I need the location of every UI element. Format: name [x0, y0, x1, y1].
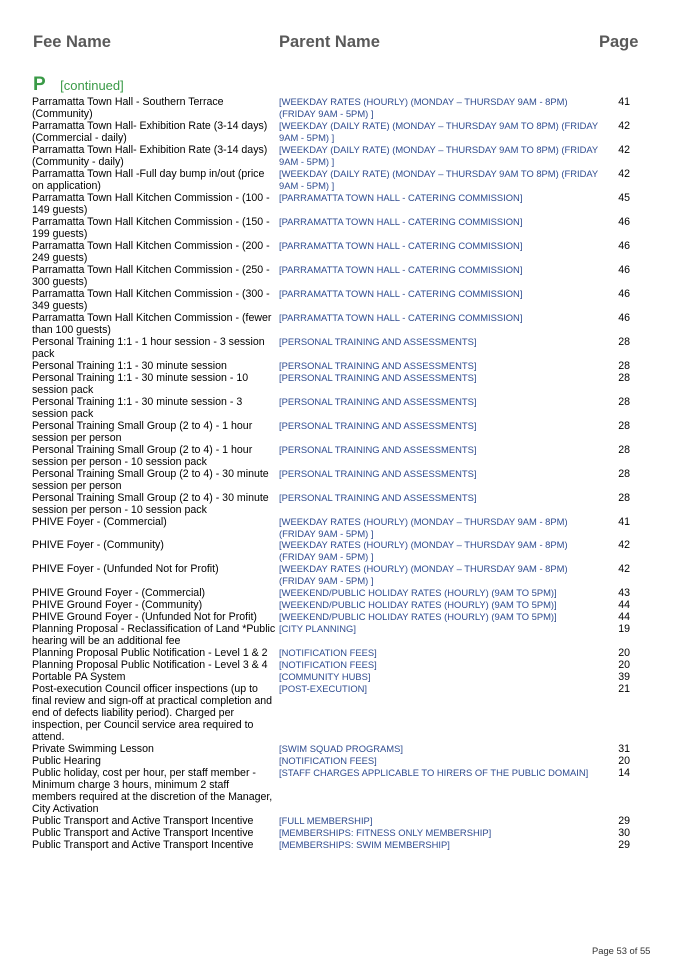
parent-name-header: Parent Name	[279, 33, 380, 51]
fee-name-cell: Parramatta Town Hall Kitchen Commission - (fewer than 100 guests)	[32, 312, 272, 336]
page-number-cell: 41	[618, 516, 630, 528]
table-row	[32, 659, 652, 671]
fee-name-cell: PHIVE Foyer - (Community)	[32, 539, 164, 551]
table-row	[32, 216, 652, 240]
page-number-cell: 46	[618, 264, 630, 276]
table-row	[32, 516, 652, 539]
page-footer: Page 53 of 55	[592, 945, 651, 956]
table-row	[32, 312, 652, 336]
page-number-cell: 20	[618, 659, 630, 671]
parent-name-cell: [NOTIFICATION FEES]	[279, 647, 377, 658]
fee-name-cell: Parramatta Town Hall -Full day bump in/out (price on application)	[32, 168, 265, 192]
page-number-cell: 44	[618, 611, 630, 623]
page-number-cell: 42	[618, 539, 630, 551]
table-row	[32, 839, 652, 851]
page-number-cell: 28	[618, 468, 630, 480]
parent-name-cell: [WEEKDAY RATES (HOURLY) (MONDAY – THURSDAY 9AM - 8PM) (FRIDAY 9AM - 5PM) ]	[279, 96, 568, 119]
page-number-cell: 43	[618, 587, 630, 599]
page-number-cell: 42	[618, 120, 630, 132]
fee-name-cell: Private Swimming Lesson	[32, 743, 154, 755]
page-number-cell: 28	[618, 372, 630, 384]
table-row	[32, 444, 652, 468]
section-letter: P	[33, 74, 46, 95]
page-number-cell: 30	[618, 827, 630, 839]
fee-name-cell: Planning Proposal - Reclassification of Land *Public hearing will be an additional fee	[32, 623, 276, 647]
parent-name-cell: [PARRAMATTA TOWN HALL - CATERING COMMISSION]	[279, 216, 523, 227]
table-row	[32, 683, 652, 743]
table-row	[32, 492, 652, 516]
page-number-cell: 29	[618, 815, 630, 827]
parent-name-cell: [MEMBERSHIPS: SWIM MEMBERSHIP]	[279, 839, 450, 850]
fee-name-cell: Public holiday, cost per hour, per staff member - Minimum charge 3 hours, minimum 2 staff members required at the discretion of the Manager, City Activation	[32, 767, 273, 815]
table-row	[32, 743, 652, 755]
fee-name-cell: Parramatta Town Hall Kitchen Commission - (300 - 349 guests)	[32, 288, 270, 312]
parent-name-cell: [PERSONAL TRAINING AND ASSESSMENTS]	[279, 420, 477, 431]
parent-name-cell: [PERSONAL TRAINING AND ASSESSMENTS]	[279, 492, 477, 503]
table-row	[32, 755, 652, 767]
fee-name-cell: Personal Training Small Group (2 to 4) - 30 minute session per person - 10 session pack	[32, 492, 269, 516]
page-number-cell: 21	[618, 683, 630, 695]
table-row	[32, 120, 652, 144]
fee-name-cell: Public Transport and Active Transport Incentive	[32, 839, 254, 851]
table-row	[32, 827, 652, 839]
parent-name-cell: [PERSONAL TRAINING AND ASSESSMENTS]	[279, 468, 477, 479]
fee-name-cell: Personal Training Small Group (2 to 4) - 1 hour session per person	[32, 420, 253, 444]
page-number-cell: 20	[618, 755, 630, 767]
fee-name-cell: Parramatta Town Hall Kitchen Commission - (200 - 249 guests)	[32, 240, 270, 264]
table-row	[32, 192, 652, 216]
page-number-cell: 45	[618, 192, 630, 204]
table-row	[32, 240, 652, 264]
fee-name-cell: Portable PA System	[32, 671, 126, 683]
table-row	[32, 168, 652, 192]
parent-name-cell: [WEEKDAY (DAILY RATE) (MONDAY – THURSDAY 9AM TO 8PM) (FRIDAY 9AM - 5PM) ]	[279, 120, 598, 143]
parent-name-cell: [WEEKDAY RATES (HOURLY) (MONDAY – THURSDAY 9AM - 8PM) (FRIDAY 9AM - 5PM) ]	[279, 563, 568, 586]
page-number-cell: 31	[618, 743, 630, 755]
fee-name-cell: PHIVE Ground Foyer - (Community)	[32, 599, 203, 611]
parent-name-cell: [WEEKDAY RATES (HOURLY) (MONDAY – THURSDAY 9AM - 8PM) (FRIDAY 9AM - 5PM) ]	[279, 539, 568, 562]
table-row	[32, 623, 652, 647]
fee-name-cell: Parramatta Town Hall - Southern Terrace (Community)	[32, 96, 224, 120]
table-row	[32, 587, 652, 599]
fee-name-cell: Parramatta Town Hall Kitchen Commission - (100 - 149 guests)	[32, 192, 270, 216]
section-heading	[33, 74, 124, 96]
table-row	[32, 144, 652, 168]
fee-name-cell: Post-execution Council officer inspections (up to final review and sign-off at practical completion and end of defects liability period). Charged per inspection, per Council service area required to attend.	[32, 683, 273, 743]
table-row	[32, 599, 652, 611]
page-number-cell: 42	[618, 168, 630, 180]
parent-name-cell: [STAFF CHARGES APPLICABLE TO HIRERS OF THE PUBLIC DOMAIN]	[279, 767, 589, 778]
page-number-cell: 20	[618, 647, 630, 659]
fee-name-cell: PHIVE Ground Foyer - (Unfunded Not for Profit)	[32, 611, 257, 623]
page-number-cell: 28	[618, 492, 630, 504]
parent-name-cell: [WEEKEND/PUBLIC HOLIDAY RATES (HOURLY) (9AM TO 5PM)]	[279, 599, 557, 610]
parent-name-cell: [CITY PLANNING]	[279, 623, 356, 634]
table-row	[32, 96, 652, 120]
parent-name-cell: [PERSONAL TRAINING AND ASSESSMENTS]	[279, 396, 477, 407]
page-number-cell: 42	[618, 144, 630, 156]
fee-name-cell: Planning Proposal Public Notification - Level 3 & 4	[32, 659, 268, 671]
table-row	[32, 611, 652, 623]
parent-name-cell: [PARRAMATTA TOWN HALL - CATERING COMMISSION]	[279, 288, 523, 299]
page-number-cell: 41	[618, 96, 630, 108]
fee-name-cell: Parramatta Town Hall Kitchen Commission - (150 - 199 guests)	[32, 216, 270, 240]
page-number-cell: 46	[618, 240, 630, 252]
parent-name-cell: [SWIM SQUAD PROGRAMS]	[279, 743, 403, 754]
parent-name-cell: [COMMUNITY HUBS]	[279, 671, 371, 682]
fee-name-cell: Parramatta Town Hall- Exhibition Rate (3-14 days) (Community - daily)	[32, 144, 268, 168]
parent-name-cell: [PARRAMATTA TOWN HALL - CATERING COMMISSION]	[279, 264, 523, 275]
fee-name-cell: Personal Training 1:1 - 30 minute session - 10 session pack	[32, 372, 249, 396]
page-number-cell: 42	[618, 563, 630, 575]
page-number-cell: 28	[618, 336, 630, 348]
table-row	[32, 372, 652, 396]
fee-name-cell: Public Transport and Active Transport Incentive	[32, 827, 254, 839]
table-row	[32, 815, 652, 827]
page-number-cell: 14	[618, 767, 630, 779]
table-row	[32, 360, 652, 372]
parent-name-cell: [PARRAMATTA TOWN HALL - CATERING COMMISSION]	[279, 240, 523, 251]
parent-name-cell: [WEEKDAY RATES (HOURLY) (MONDAY – THURSDAY 9AM - 8PM) (FRIDAY 9AM - 5PM) ]	[279, 516, 568, 539]
parent-name-cell: [PARRAMATTA TOWN HALL - CATERING COMMISSION]	[279, 192, 523, 203]
table-row	[32, 539, 652, 563]
table-row	[32, 420, 652, 444]
page-number-cell: 28	[618, 360, 630, 372]
page-number-cell: 29	[618, 839, 630, 851]
fee-name-cell: Parramatta Town Hall- Exhibition Rate (3-14 days) (Commercial - daily)	[32, 120, 268, 144]
parent-name-cell: [WEEKEND/PUBLIC HOLIDAY RATES (HOURLY) (9AM TO 5PM)]	[279, 587, 557, 598]
table-row	[32, 647, 652, 659]
fee-name-cell: Planning Proposal Public Notification - Level 1 & 2	[32, 647, 268, 659]
page-number-cell: 44	[618, 599, 630, 611]
page-number-cell: 46	[618, 216, 630, 228]
fee-name-header: Fee Name	[33, 33, 111, 51]
fee-name-cell: Personal Training Small Group (2 to 4) - 30 minute session per person	[32, 468, 269, 492]
parent-name-cell: [NOTIFICATION FEES]	[279, 659, 377, 670]
parent-name-cell: [POST-EXECUTION]	[279, 683, 368, 694]
parent-name-cell: [FULL MEMBERSHIP]	[279, 815, 373, 826]
table-row	[32, 264, 652, 288]
fee-name-cell: Parramatta Town Hall Kitchen Commission - (250 - 300 guests)	[32, 264, 270, 288]
fee-name-cell: PHIVE Foyer - (Commercial)	[32, 516, 167, 528]
fee-name-cell: Personal Training 1:1 - 30 minute session	[32, 360, 227, 372]
parent-name-cell: [PERSONAL TRAINING AND ASSESSMENTS]	[279, 336, 477, 347]
page-number-cell: 46	[618, 312, 630, 324]
fee-name-cell: Personal Training Small Group (2 to 4) - 1 hour session per person - 10 session pack	[32, 444, 253, 468]
table-row	[32, 336, 652, 360]
table-row	[32, 468, 652, 492]
parent-name-cell: [PERSONAL TRAINING AND ASSESSMENTS]	[279, 444, 477, 455]
parent-name-cell: [PERSONAL TRAINING AND ASSESSMENTS]	[279, 360, 477, 371]
fee-name-cell: PHIVE Foyer - (Unfunded Not for Profit)	[32, 563, 219, 575]
parent-name-cell: [PARRAMATTA TOWN HALL - CATERING COMMISSION]	[279, 312, 523, 323]
page-number-cell: 46	[618, 288, 630, 300]
table-row	[32, 288, 652, 312]
parent-name-cell: [WEEKDAY (DAILY RATE) (MONDAY – THURSDAY 9AM TO 8PM) (FRIDAY 9AM - 5PM) ]	[279, 168, 598, 191]
parent-name-cell: [WEEKEND/PUBLIC HOLIDAY RATES (HOURLY) (9AM TO 5PM)]	[279, 611, 557, 622]
page-header: Page	[599, 33, 639, 51]
table-row	[32, 671, 652, 683]
parent-name-cell: [MEMBERSHIPS: FITNESS ONLY MEMBERSHIP]	[279, 827, 492, 838]
page-number-cell: 28	[618, 396, 630, 408]
table-row	[32, 767, 652, 815]
fee-name-cell: Public Transport and Active Transport Incentive	[32, 815, 254, 827]
page-number-cell: 19	[618, 623, 630, 635]
fee-name-cell: PHIVE Ground Foyer - (Commercial)	[32, 587, 206, 599]
page-number-cell: 28	[618, 444, 630, 456]
page-number-cell: 28	[618, 420, 630, 432]
parent-name-cell: [NOTIFICATION FEES]	[279, 755, 377, 766]
fee-name-cell: Public Hearing	[32, 755, 101, 767]
parent-name-cell: [PERSONAL TRAINING AND ASSESSMENTS]	[279, 372, 477, 383]
table-row	[32, 563, 652, 587]
parent-name-cell: [WEEKDAY (DAILY RATE) (MONDAY – THURSDAY 9AM TO 8PM) (FRIDAY 9AM - 5PM) ]	[279, 144, 598, 167]
page-number-cell: 39	[618, 671, 630, 683]
fee-name-cell: Personal Training 1:1 - 30 minute session - 3 session pack	[32, 396, 243, 420]
fee-table	[32, 96, 652, 851]
section-continued: [continued]	[60, 78, 124, 93]
fee-name-cell: Personal Training 1:1 - 1 hour session - 3 session pack	[32, 336, 265, 360]
table-row	[32, 396, 652, 420]
